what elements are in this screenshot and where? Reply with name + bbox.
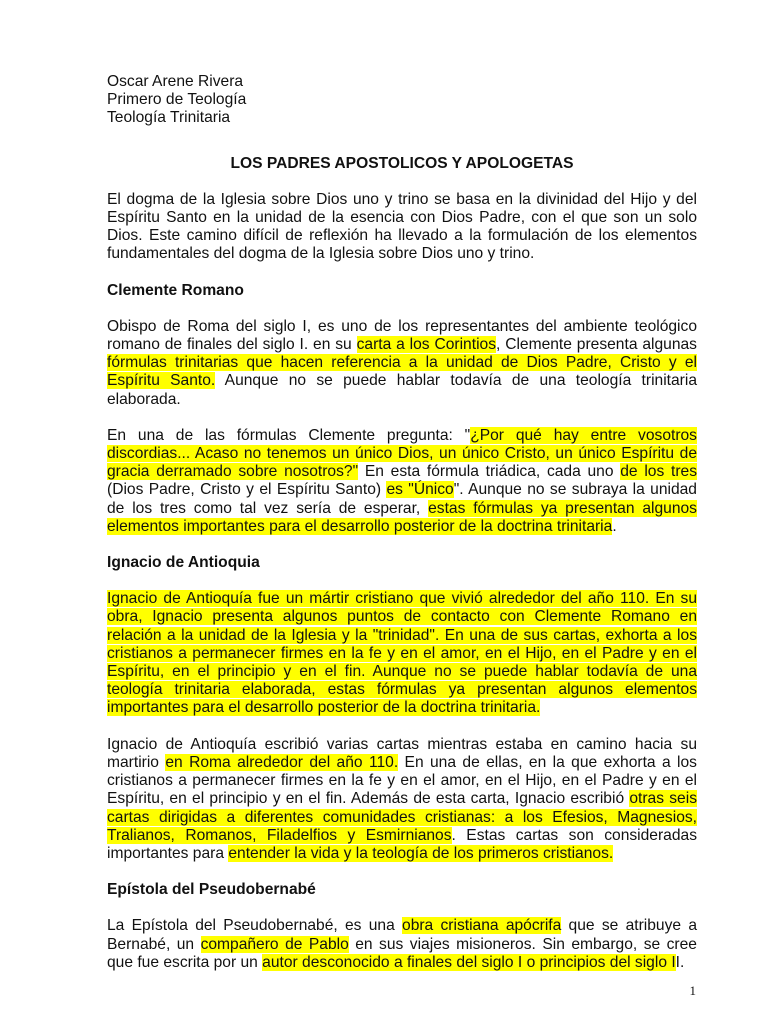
highlighted-text: compañero de Pablo <box>200 935 349 953</box>
highlighted-text: estas fórmulas ya presentan algunos elementos importantes para el desarrollo posterior de la doctrina trinitaria <box>107 499 697 535</box>
highlighted-text: ¿Por qué hay entre vosotros discordias... Acaso no tenemos un único Dios, un único Cristo, un único Espíritu de gracia derramado sobre nosotros?" <box>107 426 697 481</box>
highlighted-text: obra cristiana apócrifa <box>402 917 562 935</box>
course-name: Primero de Teología <box>107 91 247 109</box>
document-title: LOS PADRES APOSTOLICOS Y APOLOGETAS <box>230 154 574 172</box>
section-heading-pseudobernabe: Epístola del Pseudobernabé <box>107 881 316 899</box>
section-heading-clemente: Clemente Romano <box>107 281 244 299</box>
intro-paragraph: El dogma de la Iglesia sobre Dios uno y trino se basa en la divinidad del Hijo y del Espíritu Santo en la unidad de la esencia con Dios Padre, con el que son un solo Dios. Este camino difícil de reflexión ha llevado a la formulación de los elementos fundamentales del dogma de la Iglesia sobre Dios uno y trino. <box>107 190 697 263</box>
ignacio-paragraph-2 <box>107 736 697 863</box>
subject-name: Teología Trinitaria <box>107 109 231 127</box>
text-run: Obispo de Roma del siglo I, es uno de los representantes del ambiente teológico romano de finales del siglo I. en su <box>107 317 697 354</box>
page-number: 1 <box>689 983 696 998</box>
document-page <box>107 73 697 972</box>
text-run: En esta fórmula triádica, cada uno <box>358 463 621 481</box>
text-run: En una de ellas, en la que exhorta a los cristianos a permanecer firmes en la fe y en el amor, en el Hijo, en el Padre y en el Espíritu, en el principio y en el fin. Además de esta carta, Ignacio escribió <box>107 753 697 808</box>
text-run: Ignacio de Antioquía escribió varias cartas mientras estaba en camino hacia su martirio <box>107 735 697 771</box>
text-run: La Epístola del Pseudobernabé, es una <box>107 917 403 935</box>
highlighted-text: en Roma alrededor del año 110. <box>165 753 399 771</box>
highlighted-text: es "Único <box>386 481 454 499</box>
text-run: I. <box>675 953 685 971</box>
text-run: En una de las fórmulas Clemente pregunta: " <box>107 426 471 444</box>
text-run: que se atribuye a Bernabé, un <box>107 917 697 953</box>
text-run: , Clemente presenta algunas <box>496 336 697 354</box>
clemente-paragraph-2 <box>107 427 697 536</box>
section-heading-ignacio: Ignacio de Antioquia <box>107 554 260 572</box>
clemente-paragraph-1 <box>107 318 697 409</box>
highlighted-text: entender la vida y la teología de los primeros cristianos. <box>228 844 614 862</box>
author-name: Oscar Arene Rivera <box>107 73 244 90</box>
highlighted-text: carta a los Corintios <box>356 336 496 354</box>
document-header <box>107 73 697 128</box>
text-run: . Estas cartas son consideradas importantes para <box>107 826 697 862</box>
highlighted-text: Ignacio de Antioquía fue un mártir cristiano que vivió alrededor del año 110. En su obra, Ignacio presenta algunos puntos de contacto con Clemente Romano en relación a la unidad de la Iglesia y la "trinidad". En una de sus cartas, exhorta a los cristianos a permanecer firmes en la fe y en el amor, en el Hijo, en el Padre y en el Espíritu, en el principio y en el fin. Aunque no se puede hablar todavía de una teología trinitaria elaborada, estas fórmulas ya presentan algunos elementos importantes para el desarrollo posterior de la doctrina trinitaria. <box>107 590 697 717</box>
highlighted-text: fórmulas trinitarias que hacen referencia a la unidad de Dios Padre, Cristo y el Espíritu Santo. <box>107 354 697 390</box>
text-run: (Dios Padre, Cristo y el Espíritu Santo) <box>107 481 387 499</box>
ignacio-paragraph-1 <box>107 590 697 717</box>
text-run: Aunque no se puede hablar todavía de una teología trinitaria elaborada. <box>107 372 698 408</box>
highlighted-text: autor desconocido a finales del siglo I o principios del siglo I <box>262 953 676 971</box>
highlighted-text: de los tres <box>620 463 697 481</box>
text-run: en sus viajes misioneros. Sin embargo, se cree que fue escrita por un <box>107 935 697 971</box>
text-run: ". Aunque no se subraya la unidad de los tres como tal vez sería de esperar, <box>107 481 697 517</box>
pseudobernabe-paragraph-1 <box>107 917 697 972</box>
text-run: . <box>612 517 617 535</box>
highlighted-text: otras seis cartas dirigidas a diferentes comunidades cristianas: a los Efesios, Magnesios, Tralianos, Romanos, Filadelfios y Esmirnianos <box>107 790 697 844</box>
